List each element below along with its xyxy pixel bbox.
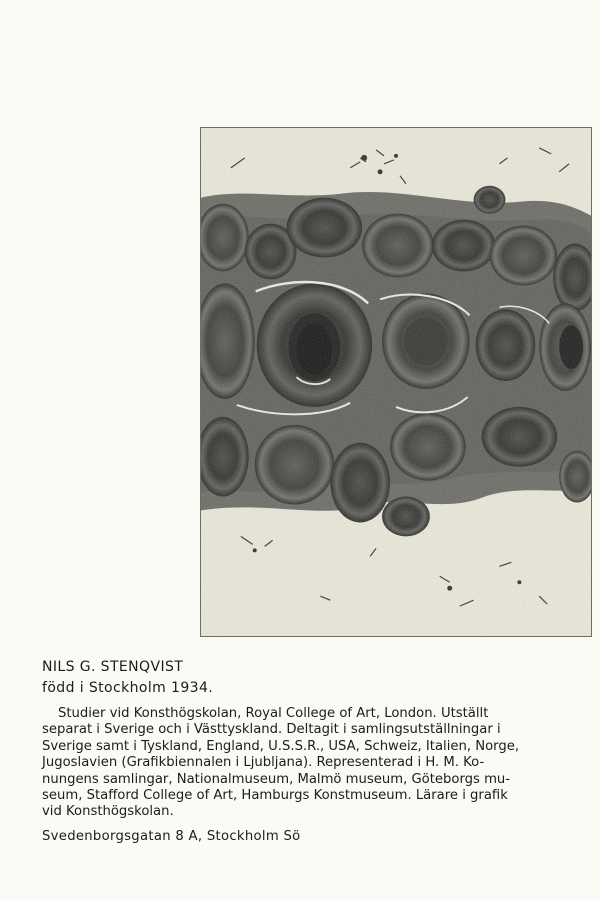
etching-artwork <box>200 127 592 637</box>
biography-line: separat i Sverige och i Västtyskland. Deltagit i samlingsutställningar i <box>42 722 501 738</box>
abstract-print-image <box>201 128 591 636</box>
biography-line: vid Konsthögskolan. <box>42 804 174 820</box>
artist-name: NILS G. STENQVIST <box>42 659 184 675</box>
artist-biography <box>42 706 588 821</box>
biography-line: Sverige samt i Tyskland, England, U.S.S.R., USA, Schweiz, Italien, Norge, <box>42 738 520 754</box>
biography-line: Studier vid Konsthögskolan, Royal College of Art, London. Utställt <box>58 706 489 721</box>
artist-birth-info: född i Stockholm 1934. <box>42 680 214 696</box>
biography-line: nungens samlingar, Nationalmuseum, Malmö museum, Göteborgs mu- <box>42 771 511 787</box>
biography-line: seum, Stafford College of Art, Hamburgs Konstmuseum. Lärare i grafik <box>42 788 508 804</box>
artist-address: Svedenborgsgatan 8 A, Stockholm Sö <box>42 829 301 844</box>
biography-line: Jugoslavien (Grafikbiennalen i Ljubljana). Representerad i H. M. Ko- <box>42 755 485 771</box>
